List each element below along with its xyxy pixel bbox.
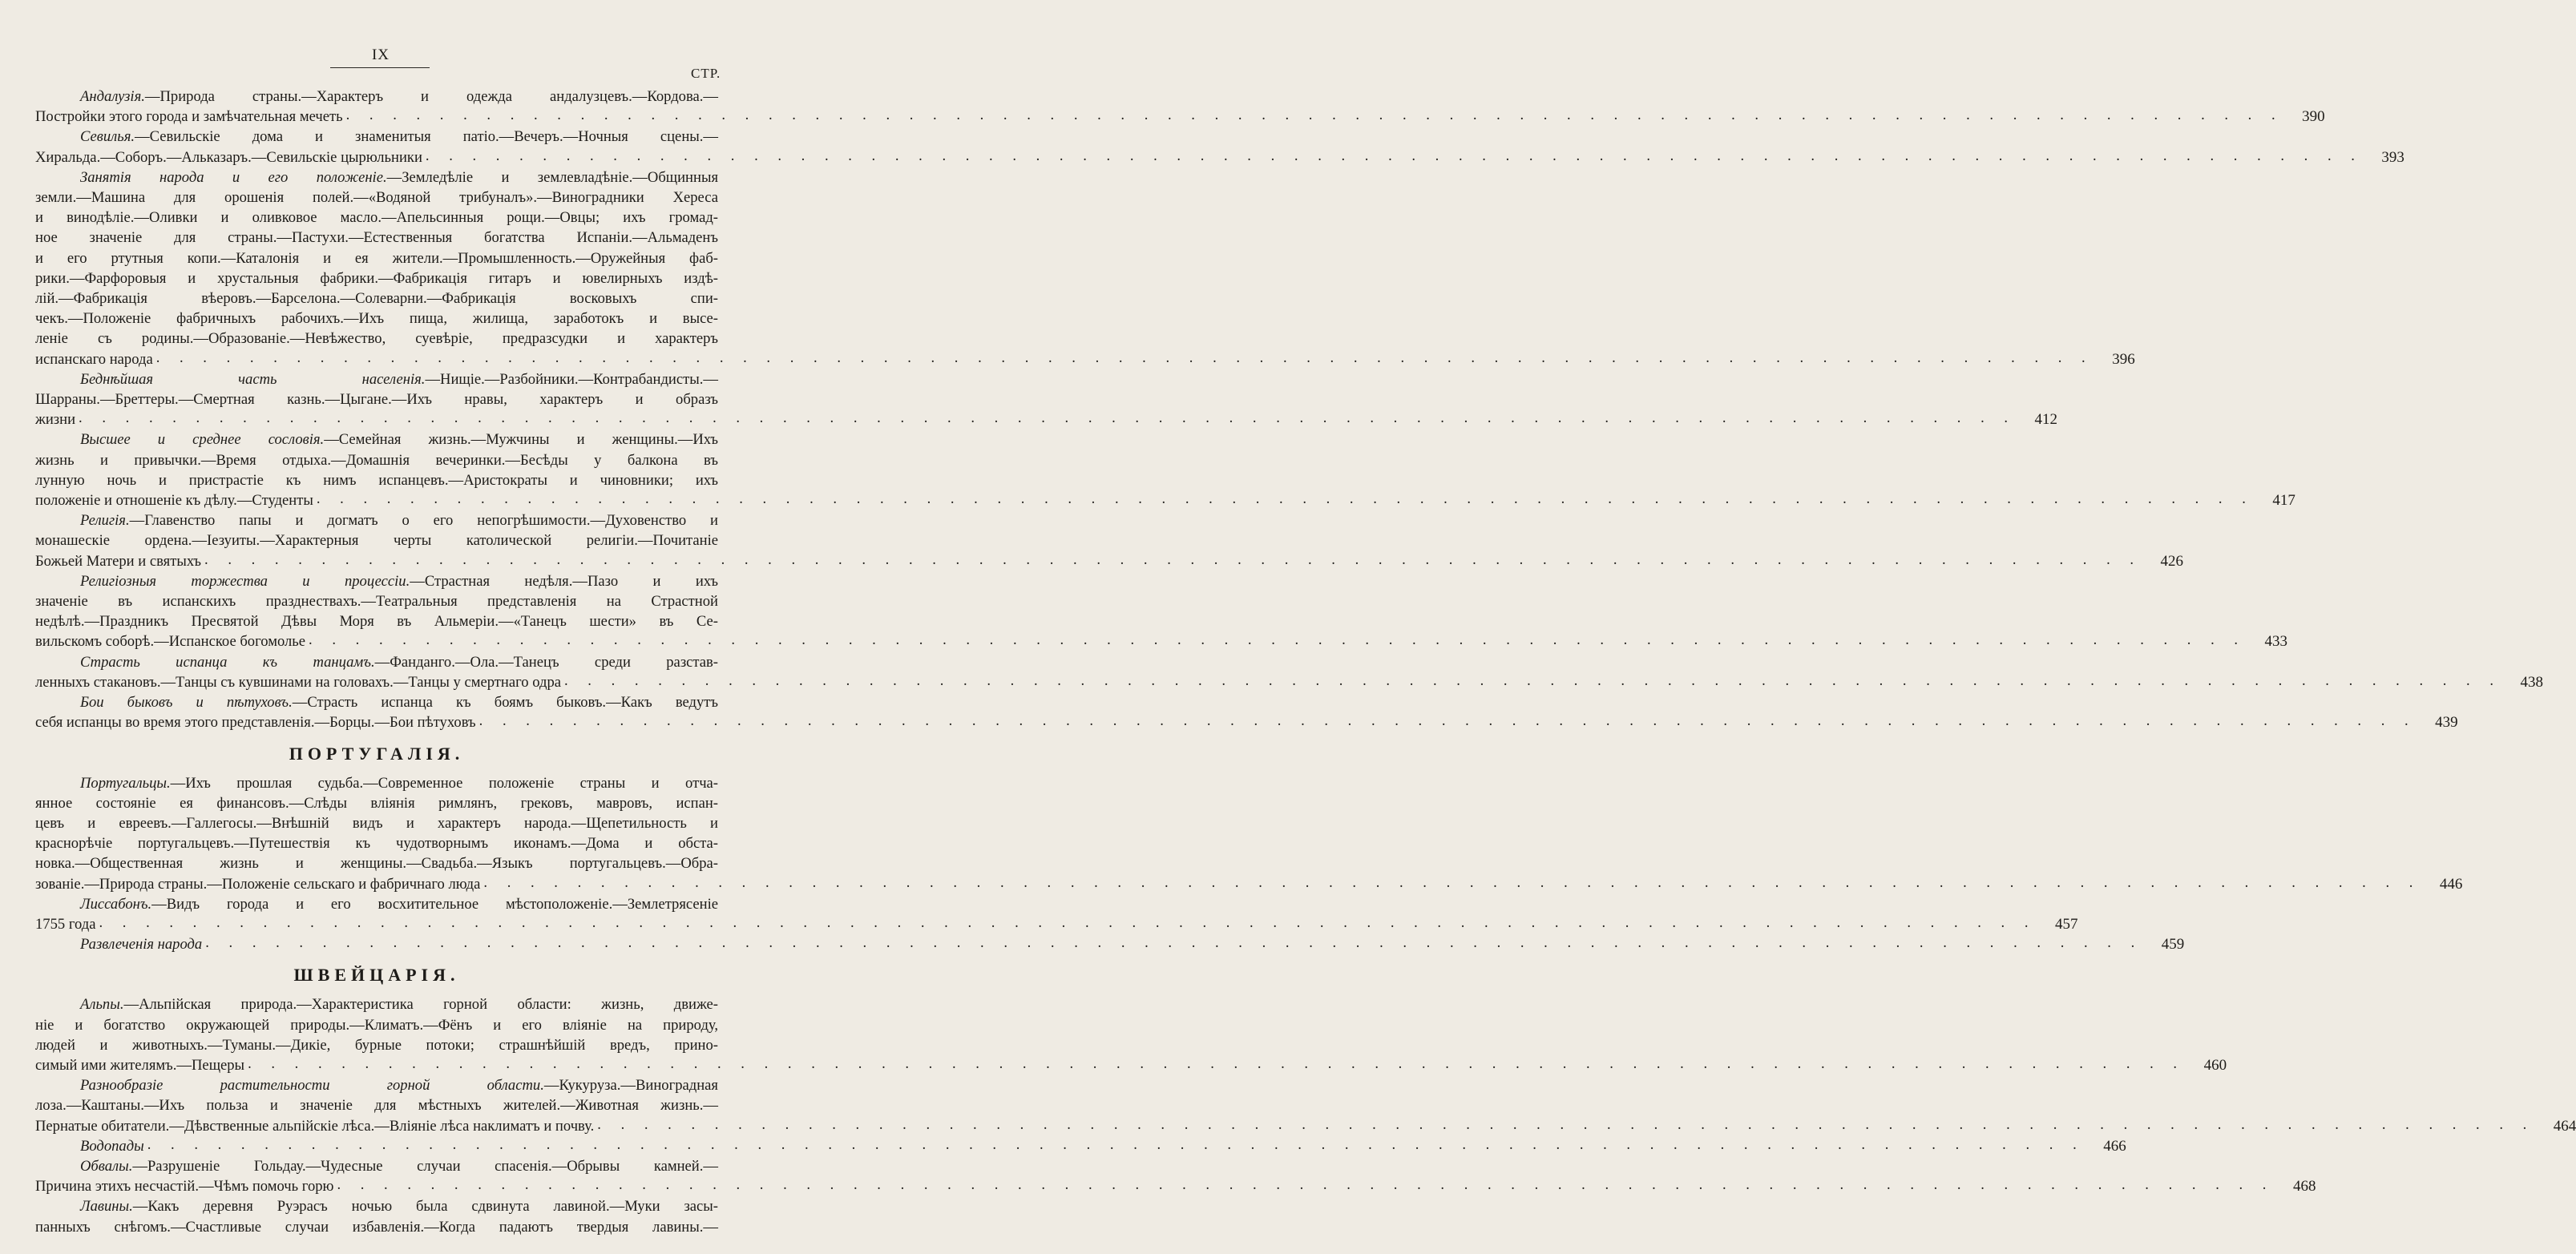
toc-entry-desc: жизни	[35, 411, 76, 429]
toc-entry-desc: ное значеніе для страны.—Пастухи.—Естественныя богатства Испаніи.—Альмаденъ	[35, 229, 718, 247]
toc-entry-desc: значеніе въ испанскихъ празднествахъ.—Театральныя представленія на Страстной	[35, 593, 718, 611]
toc-entry-line	[35, 490, 2295, 510]
toc-entry-desc: —Ихъ прошлая судьба.—Современное положеніе страны и отча-	[170, 774, 718, 792]
toc-page-number: 464	[2553, 1117, 2576, 1135]
dot-leader	[346, 105, 2283, 120]
toc-entry-text	[35, 914, 95, 934]
toc-entry-desc: Божьей Матери и святыхъ	[35, 552, 202, 570]
dot-leader	[99, 913, 2036, 928]
toc-entry-text	[80, 512, 718, 529]
toc-entry-line	[35, 813, 718, 833]
toc-entry-line	[35, 530, 718, 550]
toc-entry-text	[35, 391, 718, 408]
toc-entry-line	[35, 1176, 2316, 1196]
toc-entry-desc: Шарраны.—Бреттеры.—Смертная казнь.—Цыгане.—Ихъ нравы, характеръ и образъ	[35, 391, 718, 409]
toc-entry-line	[35, 1075, 718, 1095]
toc-entry-line	[35, 894, 718, 914]
toc-entry-title: Религіозныя торжества и процессіи.	[80, 572, 410, 590]
dot-leader	[483, 873, 2421, 888]
toc-entry	[35, 692, 2458, 732]
toc-entry-text	[35, 835, 718, 852]
dot-leader	[205, 933, 2142, 948]
toc-entry-line	[35, 934, 2185, 954]
toc-entry-text	[80, 996, 718, 1013]
toc-entry-text	[80, 128, 718, 145]
toc-entry-desc: недѣлѣ.—Праздникъ Пресвятой Дѣвы Моря въ Альмеріи.—«Танецъ шести» въ Се-	[35, 613, 718, 631]
toc-entry-desc: —Страстная недѣля.—Пазо и ихъ	[410, 572, 719, 590]
toc-entry-text	[35, 290, 718, 307]
toc-entry-text	[35, 1017, 718, 1034]
toc-entry-desc: —Видъ города и его восхитительное мѣстоположеніе.—Землетрясеніе	[151, 895, 718, 913]
dot-leader	[248, 1054, 2185, 1069]
toc-page-number: 439	[2435, 714, 2458, 732]
toc-entry-line	[35, 994, 718, 1014]
toc-entry-desc: новка.—Общественная жизнь и женщины.—Свадьба.—Языкъ португальцевъ.—Обра-	[35, 855, 718, 873]
toc-entry-desc: 1755 года	[35, 915, 96, 933]
toc-entry-text	[35, 452, 718, 469]
toc-entry-line	[35, 551, 2184, 571]
toc-entry-line	[35, 1196, 718, 1216]
toc-entry-line	[35, 1015, 718, 1035]
toc-entry-text	[80, 1158, 718, 1175]
toc-entry-desc: зованіе.—Природа страны.—Положеніе сельскаго и фабричнаго люда	[35, 875, 481, 893]
toc-entry-text	[35, 1037, 718, 1054]
toc-entry-line	[35, 1035, 718, 1055]
toc-entry-text	[80, 431, 718, 448]
toc-page-number: 396	[2112, 350, 2135, 368]
toc-entry-line	[35, 429, 718, 450]
toc-entry-desc: Причина этихъ несчастій.—Чѣмъ помочь горю	[35, 1178, 334, 1196]
toc-entry-desc: —Разрушеніе Гольдау.—Чудесные случаи спасенія.—Обрывы камней.—	[132, 1157, 718, 1175]
toc-entry-text	[35, 409, 75, 429]
toc-page-number: 417	[2272, 492, 2295, 510]
toc-entry-desc: испанскаго народа	[35, 350, 153, 368]
toc-entry	[35, 934, 2185, 954]
toc-page-number: 393	[2381, 148, 2404, 166]
toc-entry-title: Высшее и среднее сословія.	[80, 431, 325, 449]
dot-leader	[147, 1135, 2085, 1150]
toc-entry-title: Развлеченія народа	[80, 936, 203, 954]
toc-entry	[35, 429, 2295, 510]
toc-entry-line	[35, 692, 718, 712]
toc-entry-line	[35, 833, 718, 853]
toc-entry-title: Бои быковъ и пѣтуховъ.	[80, 694, 293, 712]
toc-entry-text	[80, 896, 718, 913]
toc-entry	[35, 167, 2135, 369]
toc-entry	[35, 1196, 718, 1236]
toc-entry-desc: и его ртутныя копи.—Каталонія и ея жители.—Промышленность.—Оружейныя фаб-	[35, 249, 718, 267]
toc-entry	[35, 571, 2288, 652]
toc-entry-line	[35, 793, 718, 813]
toc-entry-desc: ленныхъ стакановъ.—Танцы съ кувшинами на головахъ.—Танцы у смертнаго одра	[35, 673, 561, 691]
toc-entry-desc: чекъ.—Положеніе фабричныхъ рабочихъ.—Ихъ пища, жилища, заработокъ и высе-	[35, 310, 718, 328]
toc-entry	[35, 1075, 2576, 1136]
toc-entry-title: Севилья.	[80, 128, 135, 146]
toc-entry-line	[35, 1136, 2126, 1156]
toc-entry-desc: —Севильскіе дома и знаменитыя патіо.—Вечеръ.—Ночныя сцены.—	[135, 128, 718, 146]
toc-entry-desc: Хиральда.—Соборъ.—Альказаръ.—Севильскіе цырюльники	[35, 148, 422, 166]
toc-entry-desc: краснорѣчіе португальцевъ.—Путешествія къ чудотворнымъ иконамъ.—Дома и обста-	[35, 835, 718, 853]
toc-entry-desc: людей и животныхъ.—Туманы.—Дикіе, бурные потоки; страшнѣйшій вредъ, прино-	[35, 1036, 718, 1054]
toc-entry-desc: земли.—Машина для орошенія полей.—«Водяной трибуналъ».—Виноградники Хереса	[35, 189, 718, 207]
toc-entry-desc: —Страсть испанца къ боямъ быковъ.—Какъ ведутъ	[292, 694, 718, 712]
toc-entry-text	[35, 795, 718, 812]
toc-entry-desc: лоза.—Каштаны.—Ихъ польза и значеніе для мѣстныхъ жителей.—Животная жизнь.—	[35, 1097, 718, 1115]
dot-leader	[317, 489, 2254, 504]
toc-entry-title: Разнообразіе растительности горной области.	[80, 1077, 544, 1095]
dot-leader	[309, 630, 2246, 645]
dot-leader	[337, 1175, 2274, 1190]
toc-entry-desc: Пернатые обитатели.—Дѣвственные альпійскіе лѣса.—Вліяніе лѣса наклиматъ и почву.	[35, 1117, 595, 1135]
toc-entry-text	[35, 855, 718, 872]
section-heading: ШВЕЙЦАРІЯ.	[293, 965, 460, 986]
toc-entry-line	[35, 147, 2404, 167]
toc-entry-desc: цевъ и евреевъ.—Галлегосы.—Внѣшній видъ и характеръ народа.—Щепетильность и	[35, 814, 718, 832]
toc-entry-text	[80, 1077, 718, 1094]
toc-entry-text	[80, 934, 202, 954]
toc-page-number: 390	[2302, 108, 2325, 126]
page-column-label: СТР.	[691, 66, 721, 81]
toc-entry-text	[35, 874, 480, 894]
toc-entry-desc: —Нищіе.—Разбойники.—Контрабандисты.—	[425, 370, 718, 388]
toc-entry-desc: —Какъ деревня Руэрасъ ночью была сдвинута лавиной.—Муки засы-	[132, 1198, 718, 1216]
toc-entry-desc: лунную ночь и пристрастіе къ нимъ испанцевъ.—Аристократы и чиновники; ихъ	[35, 471, 718, 489]
toc-entry-text	[35, 490, 313, 510]
toc-entry-text	[35, 815, 718, 832]
toc-entry-desc: ніе и богатство окружающей природы.—Климатъ.—Фёнъ и его вліяніе на природу,	[35, 1016, 718, 1034]
toc-entry	[35, 994, 2227, 1075]
toc-entry-desc: монашескіе ордена.—Іезуиты.—Характерныя черты католической религіи.—Почитаніе	[35, 532, 718, 550]
toc-entry-text	[35, 1116, 594, 1136]
toc-page-number: 446	[2439, 875, 2463, 893]
toc-entry-text	[80, 573, 718, 590]
toc-entry-text	[80, 169, 718, 186]
toc-entry-desc: панныхъ снѣгомъ.—Счастливые случаи избавленія.—Когда падаютъ твердыя лавины.—	[35, 1218, 718, 1236]
toc-entry-text	[35, 107, 343, 127]
toc-entry-text	[80, 1136, 144, 1156]
toc-entry-line	[35, 409, 2058, 429]
toc-entry-text	[35, 1176, 333, 1196]
toc-entry-title: Португальцы.	[80, 774, 171, 792]
toc-entry-desc: янное состояніе ея финансовъ.—Слѣды вліянія римлянъ, грековъ, мавровъ, испан-	[35, 794, 718, 812]
section-heading: ПОРТУГАЛІЯ.	[289, 743, 465, 764]
toc-entry-line	[35, 611, 718, 631]
toc-entry-text	[80, 1198, 718, 1215]
toc-entry-text	[35, 1055, 244, 1075]
dot-leader	[479, 711, 2417, 726]
toc-page-number: 460	[2203, 1056, 2227, 1074]
toc-entry-text	[35, 349, 153, 369]
toc-entry	[35, 773, 2463, 894]
toc-entry-text	[35, 472, 718, 489]
toc-entry-desc: Постройки этого города и замѣчательная мечеть	[35, 108, 343, 126]
toc-page-number: 433	[2264, 633, 2288, 651]
dot-leader	[79, 408, 2016, 423]
toc-entry	[35, 1136, 2126, 1156]
page-number: IX	[371, 46, 390, 63]
toc-entry-line	[35, 591, 718, 611]
dot-leader	[426, 146, 2363, 161]
toc-page-number: 438	[2520, 673, 2543, 691]
toc-entry-desc: себя испанцы во время этого представленія.—Борцы.—Бои пѣтуховъ	[35, 714, 476, 732]
toc-entry-text	[80, 88, 718, 105]
toc-entry	[35, 127, 2404, 167]
toc-entry-text	[35, 631, 305, 651]
toc-entry-line	[35, 107, 2325, 127]
toc-entry	[35, 369, 2058, 430]
toc-entry-text	[35, 712, 476, 732]
toc-entry-line	[35, 308, 718, 329]
toc-entry	[35, 1156, 2316, 1196]
toc-entry-line	[35, 853, 718, 873]
toc-entry-desc: жизнь и привычки.—Время отдыха.—Домашнія вечеринки.—Бесѣды у балкона въ	[35, 451, 718, 469]
toc-entry-text	[35, 330, 718, 347]
toc-entry-text	[35, 147, 422, 167]
toc-entry-desc: —Кукуруза.—Виноградная	[543, 1077, 718, 1095]
toc-entry-desc: рики.—Фарфоровыя и хрустальныя фабрики.—Фабрикація гитаръ и ювелирныхъ издѣ-	[35, 269, 718, 287]
toc-entry-line	[35, 1116, 2576, 1136]
toc-entry-line	[35, 874, 2463, 894]
toc-entry-line	[35, 248, 718, 268]
toc-entry-title: Лавины.	[80, 1198, 133, 1216]
toc-entry-desc: симый ими жителямъ.—Пещеры	[35, 1056, 245, 1074]
table-of-contents	[35, 87, 2576, 1237]
toc-entry-title: Занятія народа и его положеніе.	[80, 168, 387, 186]
toc-page-number: 466	[2103, 1137, 2126, 1155]
toc-entry-text	[80, 371, 718, 388]
toc-entry-title: Андалузія.	[80, 88, 145, 105]
toc-entry-desc: вильскомъ соборѣ.—Испанское богомолье	[35, 633, 306, 651]
toc-entry	[35, 894, 2078, 934]
toc-entry-line	[35, 450, 718, 470]
toc-entry-line	[35, 510, 718, 530]
toc-entry-line	[35, 389, 718, 409]
toc-entry-desc: и винодѣліе.—Оливки и оливковое масло.—Апельсинныя рощи.—Овцы; ихъ громад-	[35, 209, 718, 227]
toc-entry-text	[35, 613, 718, 630]
toc-entry-desc: леніе съ родины.—Образованіе.—Невѣжество, суевѣріе, предразсудки и характеръ	[35, 330, 718, 348]
toc-entry-text	[35, 593, 718, 610]
toc-page-number: 426	[2160, 552, 2184, 570]
toc-page-number: 457	[2054, 915, 2078, 933]
dot-leader	[156, 348, 2094, 363]
toc-entry-line	[35, 208, 718, 228]
toc-entry-text	[80, 694, 718, 711]
toc-entry-line	[35, 288, 718, 308]
toc-entry-text	[35, 532, 718, 549]
toc-entry-text	[35, 310, 718, 327]
toc-entry-desc: —Главенство папы и догматъ о его непогрѣшимости.—Духовенство и	[129, 512, 718, 530]
toc-entry-line	[35, 1217, 718, 1237]
toc-entry-line	[35, 712, 2458, 732]
toc-entry-text	[35, 672, 561, 692]
toc-entry-desc: лій.—Фабрикація вѣеровъ.—Барселона.—Солеварни.—Фабрикація восковыхъ спи-	[35, 290, 718, 308]
toc-entry-text	[35, 551, 201, 571]
toc-entry-text	[80, 654, 718, 671]
dot-leader	[564, 671, 2501, 686]
toc-entry-line	[35, 914, 2078, 934]
header-rule	[330, 67, 430, 68]
toc-entry-text	[35, 1097, 718, 1114]
toc-entry-line	[35, 672, 2543, 692]
toc-entry	[35, 652, 2543, 692]
toc-entry-desc: —Фанданго.—Ола.—Танецъ среди разстав-	[374, 653, 718, 671]
toc-entry-title: Альпы.	[80, 996, 124, 1014]
toc-entry-title: Беднѣйшая часть населенія.	[80, 370, 426, 388]
toc-entry-line	[35, 268, 718, 288]
toc-entry-desc: —Земледѣліе и землевладѣніе.—Общинныя	[386, 168, 718, 186]
toc-entry-line	[35, 470, 718, 490]
toc-entry-text	[35, 1219, 718, 1236]
dot-leader	[204, 550, 2142, 565]
toc-entry-line	[35, 1095, 718, 1115]
toc-entry-text	[35, 270, 718, 287]
toc-entry-line	[35, 228, 718, 248]
toc-entry-text	[80, 775, 718, 792]
dot-leader	[597, 1115, 2534, 1130]
toc-entry-desc: —Семейная жизнь.—Мужчины и женщины.—Ихъ	[324, 431, 718, 449]
toc-entry-text	[35, 189, 718, 206]
toc-entry-desc: —Природа страны.—Характеръ и одежда андалузцевъ.—Кордова.—	[144, 88, 718, 105]
toc-entry-line	[35, 127, 718, 147]
toc-entry	[35, 510, 2184, 571]
toc-entry-line	[35, 773, 718, 793]
toc-entry-line	[35, 87, 718, 107]
toc-entry-line	[35, 1156, 718, 1176]
toc-page-number: 412	[2034, 411, 2058, 429]
toc-entry-line	[35, 349, 2135, 369]
toc-entry-line	[35, 652, 718, 672]
toc-entry-line	[35, 187, 718, 208]
toc-entry-text	[35, 229, 718, 246]
toc-entry-text	[35, 209, 718, 226]
toc-entry-text	[35, 250, 718, 267]
toc-entry-line	[35, 1055, 2227, 1075]
toc-page-number: 468	[2292, 1178, 2316, 1196]
toc-entry-title: Религія.	[80, 512, 130, 530]
toc-entry-title: Водопады	[80, 1137, 144, 1155]
toc-entry-title: Обвалы.	[80, 1157, 133, 1175]
toc-entry-title: Страсть испанца къ танцамъ.	[80, 653, 375, 671]
toc-entry-desc: положеніе и отношеніе къ дѣлу.—Студенты	[35, 492, 313, 510]
toc-entry-line	[35, 369, 718, 389]
toc-entry	[35, 87, 2325, 127]
toc-entry-line	[35, 167, 718, 187]
toc-entry-line	[35, 329, 718, 349]
toc-entry-line	[35, 571, 718, 591]
toc-page-number: 459	[2161, 936, 2185, 954]
toc-entry-desc: —Альпійская природа.—Характеристика горной области: жизнь, движе-	[123, 996, 718, 1014]
toc-entry-line	[35, 631, 2288, 651]
toc-entry-title: Лиссабонъ.	[80, 895, 152, 913]
